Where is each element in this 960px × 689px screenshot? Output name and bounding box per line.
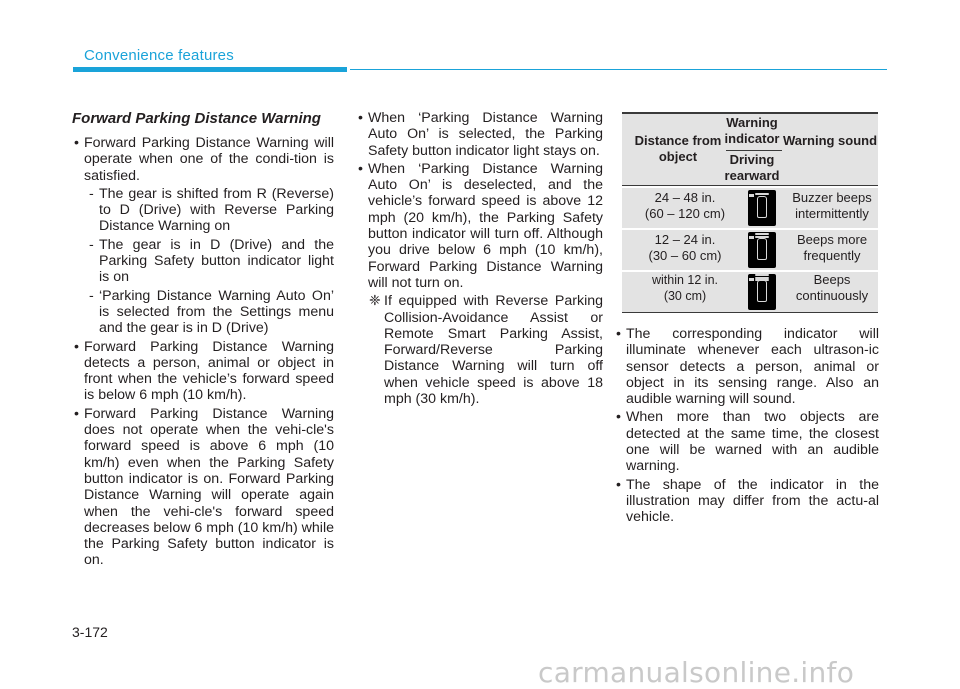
note-symbol-icon: ❈: [369, 293, 381, 310]
row1-sound-line2: intermittently: [795, 206, 869, 221]
row3-sound: [786, 272, 878, 304]
condition-auto-on-selected: - ‘Parking Distance Warning Auto On’ is selected from the Settings menu and the gear is in D (Drive): [72, 288, 334, 337]
bullet-operate-conditions: • Forward Parking Distance Warning will operate when one of the condi-tion is satisfied.: [72, 135, 334, 184]
row1-distance-in: 24 – 48 in.: [654, 190, 716, 205]
bullet-not-operate: • Forward Parking Distance Warning does not operate when the vehi-cle's forward speed is above 6 mph (10 km/h) even when the Parking Safety button indicator is on. Forward Parking Distance Warning will operate again when the vehi-cle's forward speed decreases below 6 mph (10 km/h) while the Parking Safety button indicator is on.: [72, 406, 334, 569]
condition-gear-d-indicator-on: - The gear is in D (Drive) and the Parking Safety button indicator light is on: [72, 237, 334, 286]
row1-distance: [622, 190, 748, 222]
header-warning-indicator: Warning indicator: [724, 115, 780, 146]
watermark: carmanualsonline.info: [538, 656, 855, 689]
condition-gear-r-to-d: - The gear is shifted from R (Reverse) to D (Drive) with Reverse Parking Distance Warning on: [72, 186, 334, 235]
row2-sound-line1: Beeps more: [796, 232, 868, 247]
page-number: 3-172: [72, 624, 108, 640]
row2-distance: [622, 232, 748, 264]
header-divider: [726, 150, 782, 151]
car-sensor-icon: [748, 190, 776, 226]
header-distance: Distance from object: [634, 133, 722, 164]
header-bottom-line: [622, 185, 878, 186]
header-driving-rearward: Driving rearward: [724, 152, 780, 183]
note-text: If equipped with Reverse Parking Collision-Avoidance Assist or Remote Smart Parking Assist, Forward/Reverse Parking Distance Warning will turn off when vehicle speed is above 18 mph (30 km/h).: [384, 293, 603, 408]
header-warning-sound: Warning sound: [782, 133, 878, 148]
row2-sound-line2: frequently: [803, 248, 861, 263]
row3-sound-line1: Beeps: [813, 272, 851, 287]
row3-distance-cm: (30 cm): [663, 289, 707, 303]
row1-sound: [786, 190, 878, 222]
bullet-multiple-objects: • When more than two objects are detected at the same time, the closest one will be warned with an audible warning.: [614, 409, 879, 474]
bullet-auto-on-selected: • When ‘Parking Distance Warning Auto On’ is selected, the Parking Safety button indicator light stays on.: [356, 110, 603, 159]
bullet-indicator-illuminate: • The corresponding indicator will illuminate whenever each ultrason-ic sensor detects a person, animal or object in its sensing range. Also an audible warning will sound.: [614, 326, 879, 407]
row3-sound-line2: continuously: [795, 288, 869, 303]
row1-distance-cm: (60 – 120 cm): [644, 206, 726, 221]
car-sensor-icon: [748, 232, 776, 268]
bullet-auto-on-deselected: • When ‘Parking Distance Warning Auto On’ is deselected, and the vehicle’s forward speed is above 12 mph (20 km/h), the Parking Safety button indicator will turn off. Although you drive below 6 mph (10 km/h), Forward Parking Distance Warning will not turn on.: [356, 161, 603, 291]
car-sensor-icon: [748, 274, 776, 310]
subsection-heading: Forward Parking Distance Warning: [72, 110, 321, 127]
column-3: [614, 326, 879, 528]
row3-distance: [622, 272, 748, 304]
row2-sound: [786, 232, 878, 264]
row2-distance-cm: (30 – 60 cm): [648, 248, 722, 263]
header-rule-thin: [350, 69, 887, 70]
row1-sound-line1: Buzzer beeps: [792, 190, 872, 205]
section-title: Convenience features: [84, 47, 234, 64]
column-2: [356, 110, 603, 407]
row3-distance-in: within 12 in.: [651, 273, 718, 287]
row2-distance-in: 12 – 24 in.: [654, 232, 716, 247]
equipment-note: [356, 293, 603, 407]
table-bottom-line: [622, 312, 878, 313]
column-1: [72, 110, 334, 571]
header-rule-thick: [73, 67, 347, 72]
bullet-detects: • Forward Parking Distance Warning detects a person, animal or object in front when the vehicle’s forward speed is below 6 mph (10 km/h).: [72, 339, 334, 404]
warning-table: [622, 112, 878, 307]
bullet-shape-differs: • The shape of the indicator in the illustration may differ from the actu-al vehicle.: [614, 477, 879, 526]
